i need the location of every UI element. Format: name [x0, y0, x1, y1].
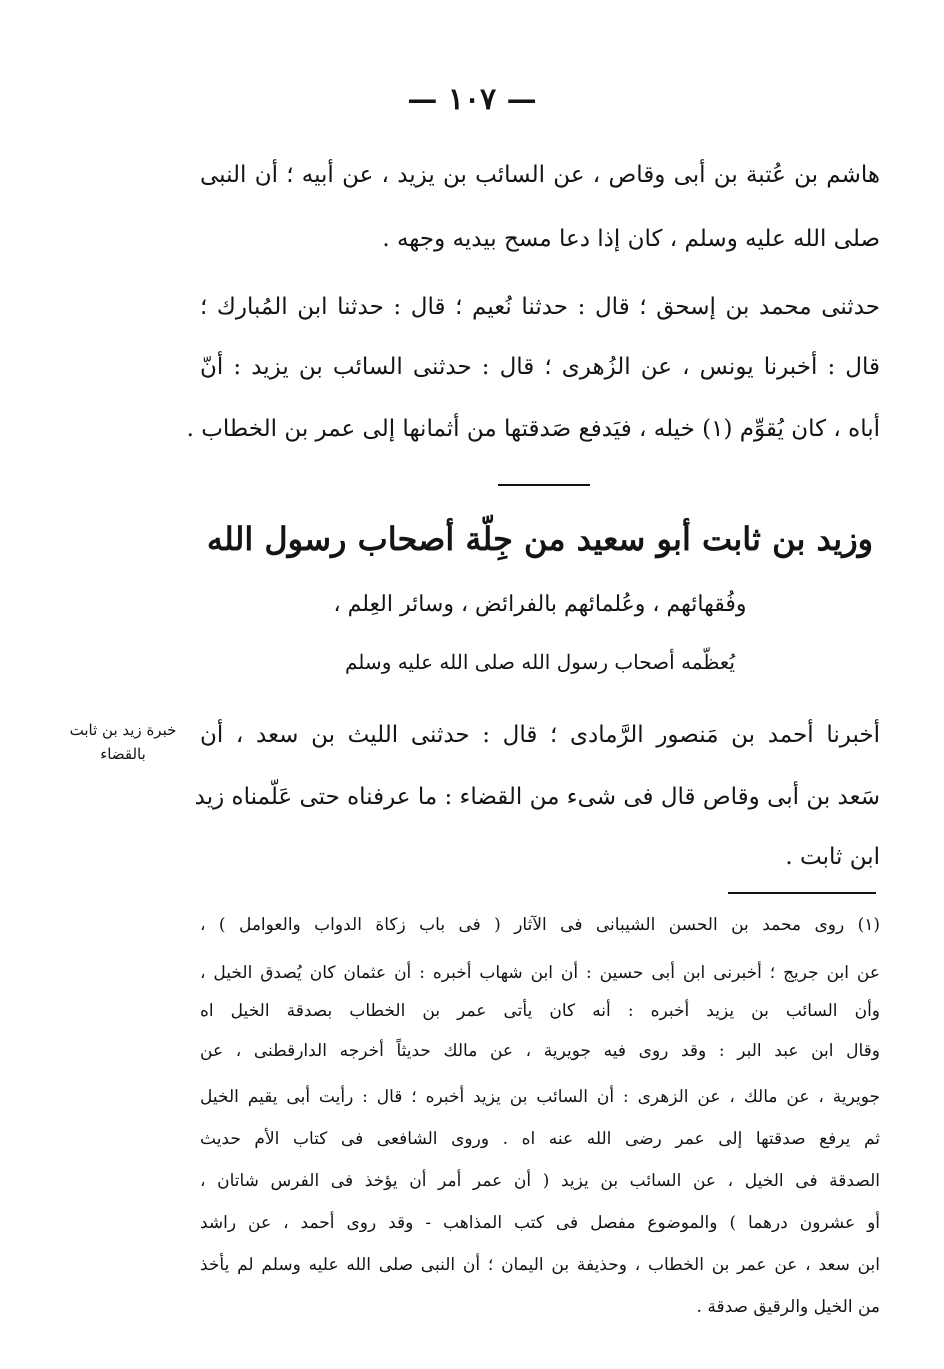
footnote-line: أو عشرون درهما ) والموضوع مفصل فى كتب المذاهب - وقد روى أحمد ، عن راشد	[200, 1213, 880, 1233]
margin-note	[48, 718, 198, 766]
footnote-line: ثم يرفع صدقتها إلى عمر رضى الله عنه اه . وروى الشافعى فى كتاب الأم حديث	[200, 1129, 880, 1149]
footnote-line: ابن سعد ، عن عمر بن الخطاب ، وحذيفة بن اليمان ؛ أن النبى صلى الله عليه وسلم لم يأخذ	[200, 1255, 880, 1275]
section-divider	[498, 484, 590, 486]
footnote-line: (١) روى محمد بن الحسن الشيبانى فى الآثار ( فى باب زكاة الدواب والعوامل ) ،	[200, 915, 880, 935]
text-line: ابن ثابت .	[785, 844, 880, 870]
text-line: صلى الله عليه وسلم ، كان إذا دعا مسح بيديه وجهه .	[382, 226, 880, 252]
section-subheading: وفُقهائهم ، وعُلمائهم بالفرائض ، وسائر العِلم ،	[333, 592, 747, 617]
text-line: أخبرنا أحمد بن مَنصور الرَّمادى ؛ قال : حدثنى الليث بن سعد ، أن	[200, 722, 880, 748]
footnote-line: جويرية ، عن مالك ، عن الزهرى : أن السائب بن يزيد أخبره ؛ قال : رأيت أبى يقيم الخيل	[200, 1087, 880, 1107]
section-subheading: يُعظّمه أصحاب رسول الله صلى الله عليه وسلم	[345, 650, 735, 674]
margin-note-line: خبرة زيد بن ثابت	[69, 721, 177, 739]
footnote-divider	[728, 892, 876, 894]
text-line: هاشم بن عُتبة بن أبى وقاص ، عن السائب بن يزيد ، عن أبيه ؛ أن النبى	[200, 162, 880, 188]
footnote-line: وقال ابن عبد البر : وقد روى فيه جويرية ، عن مالك حديثاً أخرجه الدارقطنى ، عن	[200, 1041, 880, 1061]
text-line: أباه ، كان يُقوِّم (١) خيله ، فيَدفع صَدقتها من أثمانها إلى عمر بن الخطاب .	[186, 416, 880, 442]
page-number: — ١٠٧ —	[407, 82, 537, 117]
section-heading: وزيد بن ثابت أبو سعيد من جِلّة أصحاب رسول الله	[206, 520, 874, 558]
text-line: سَعد بن أبى وقاص قال فى شىء من القضاء : ما عرفناه حتى عَلّمناه زيد	[194, 784, 880, 810]
text-line: حدثنى محمد بن إسحق ؛ قال : حدثنا نُعيم ؛ قال : حدثنا ابن المُبارك ؛	[200, 294, 880, 320]
footnote-line: وأن السائب بن يزيد أخبره : أنه كان يأتى عمر بن الخطاب بصدقة الخيل اه	[200, 1001, 880, 1021]
margin-note-line: بالقضاء	[100, 745, 146, 763]
footnote-line: من الخيل والرقيق صدقة .	[696, 1297, 880, 1317]
text-line: قال : أخبرنا يونس ، عن الزُهرى ؛ قال : حدثنى السائب بن يزيد : أنّ	[200, 354, 880, 380]
footnote-line: عن ابن جريج ؛ أخبرنى ابن أبى حسين : أن ابن شهاب أخبره : أن عثمان كان يُصدق الخيل ،	[200, 963, 880, 983]
footnote-line: الصدقة فى الخيل ، عن السائب بن يزيد ( أن عمر أمر أن يؤخذ فى الفرس شاتان ،	[200, 1171, 880, 1191]
